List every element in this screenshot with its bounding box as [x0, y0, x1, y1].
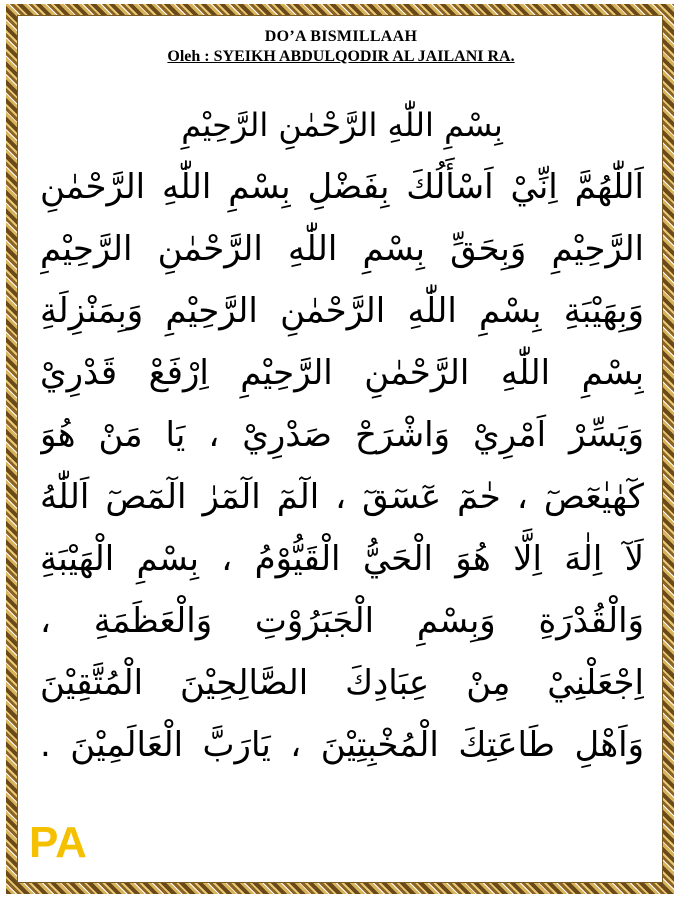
- document-title: DO’A BISMILLAAH: [264, 28, 418, 45]
- prayer-line: وَيَسِّرْ اَمْرِيْ وَاشْرَحْ صَدْرِيْ ، يَا مَنْ هُوَ: [40, 415, 644, 455]
- document-subtitle: Oleh : SYEIKH ABDULQODIR AL JAILANI RA.: [167, 48, 515, 65]
- basmala-line: بِسْمِ اللّٰهِ الرَّحْمٰنِ الرَّحِيْمِ: [181, 106, 503, 144]
- watermark-logo: PA: [29, 818, 87, 867]
- prayer-line: لَآ اِلٰهَ اِلَّا هُوَ الْحَيُّ الْقَيُّوْمُ ، بِسْمِ الْهَيْبَةِ: [40, 539, 644, 579]
- prayer-line: اِجْعَلْنِيْ مِنْ عِبَادِكَ الصَّالِحِيْنَ الْمُتَّقِيْنَ: [40, 663, 644, 703]
- prayer-line: كٓهٰيٰعٓصٓ ، حٰمٓ عٓسٓقٓ ، الٓمٓ الٓمٓرٰ الٓمٓصٓ اَللّٰهُ: [40, 477, 644, 517]
- prayer-text: [40, 94, 644, 776]
- prayer-line: وَالْقُدْرَةِ وَبِسْمِ الْجَبَرُوْتِ وَالْعَظَمَةِ ،: [40, 601, 644, 641]
- prayer-line: بِسْمِ اللّٰهِ الرَّحْمٰنِ الرَّحِيْمِ اِرْفَعْ قَدْرِيْ: [40, 353, 644, 393]
- prayer-line: وَاَهْلِ طَاعَتِكَ الْمُخْبِتِيْنَ ، يَارَبَّ الْعَالَمِيْنَ .: [40, 725, 644, 765]
- prayer-line: الرَّحِيْمِ وَبِحَقِّ بِسْمِ اللّٰهِ الرَّحْمٰنِ الرَّحِيْمِ: [40, 229, 644, 269]
- prayer-line: وَبِهَيْبَةِ بِسْمِ اللّٰهِ الرَّحْمٰنِ الرَّحِيْمِ وَبِمَنْزِلَةِ: [40, 291, 644, 331]
- prayer-line: اَللّٰهُمَّ اِنِّيْ اَسْأَلُكَ بِفَضْلِ بِسْمِ اللّٰهِ الرَّحْمٰنِ: [40, 167, 644, 207]
